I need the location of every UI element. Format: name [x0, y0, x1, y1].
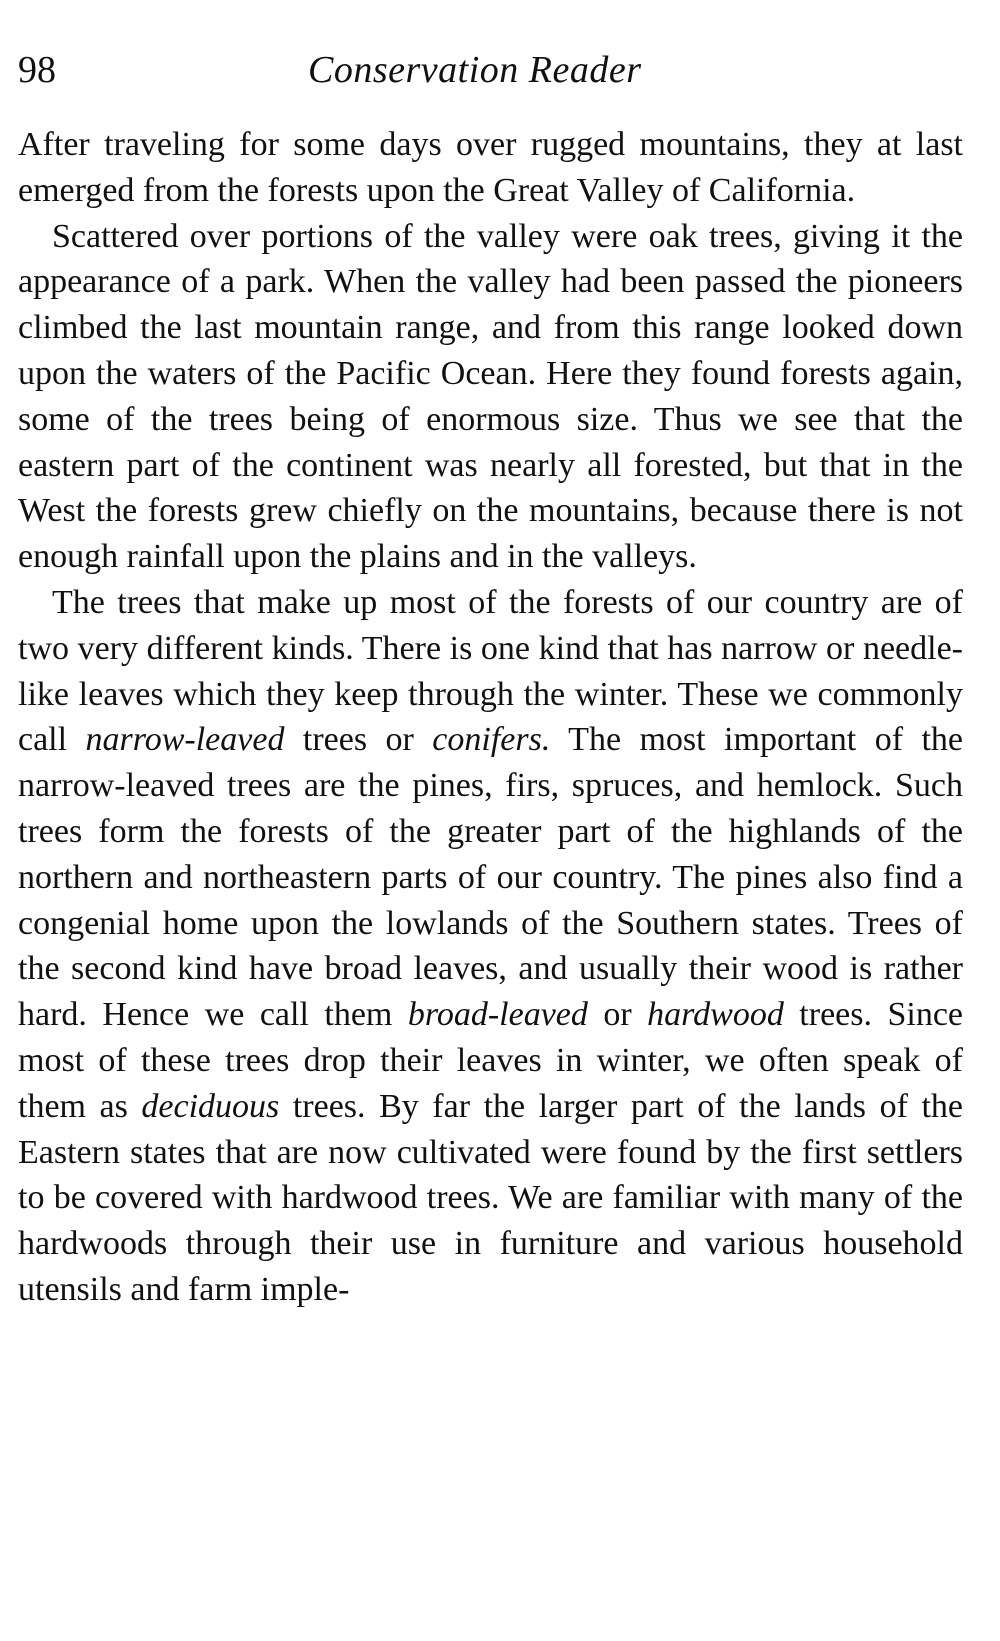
term-conifers: conifers.: [432, 721, 551, 759]
paragraph-3-text: trees. By far the larger part of the lands of the Eastern states that are now cultivated were found by the first settlers to be covered with hardwood trees. We are familiar with many of the hardwoods through their use in furniture and various household utensils and farm imple-: [18, 1087, 963, 1308]
term-deciduous: deciduous: [141, 1087, 280, 1125]
paragraph-3-text: The most important of the narrow-leaved trees are the pines, firs, spruces, and hemlock. Such trees form the forests of the greater part of the highlands of the northern and northeastern parts of our country. The pines also find a congenial home upon the lowlands of the Southern states. Trees of the second kind have broad leaves, and usually their wood is rather hard. Hence we call them: [18, 721, 963, 1034]
paragraph-3-text: The trees that make up most of the forests of our country are of two very different kinds. There is one kind that has narrow or needle-like leaves which they keep through the winter. These we commonly call: [18, 583, 963, 759]
term-narrow-leaved: narrow-leaved: [85, 721, 285, 759]
page-number: 98: [18, 49, 56, 91]
body-text: [18, 122, 963, 1313]
running-title: Conservation Reader: [308, 49, 642, 91]
paragraph-3-text: trees. Since most of these trees drop their leaves in winter, we often speak of them as: [18, 996, 964, 1125]
paragraph-3-text: or: [587, 996, 648, 1034]
paragraph-3: [18, 580, 963, 1313]
term-hardwood: hardwood: [647, 996, 784, 1034]
page-header: [18, 40, 963, 100]
paragraph-2: Scattered over portions of the valley were oak trees, giving it the appearance of a park. When the valley had been passed the pioneers climbed the last mountain range, and from this range looked down upon the waters of the Pacific Ocean. Here they found forests again, some of the trees being of enormous size. Thus we see that the eastern part of the continent was nearly all forested, but that in the West the forests grew chiefly on the mountains, because there is not enough rainfall upon the plains and in the valleys.: [18, 217, 963, 576]
book-page: [18, 40, 963, 1313]
paragraph-1: After traveling for some days over rugged mountains, they at last emerged from the forests upon the Great Valley of California.: [18, 126, 963, 209]
term-broad-leaved: broad-leaved: [407, 996, 588, 1034]
paragraph-3-text: trees or: [284, 721, 433, 759]
